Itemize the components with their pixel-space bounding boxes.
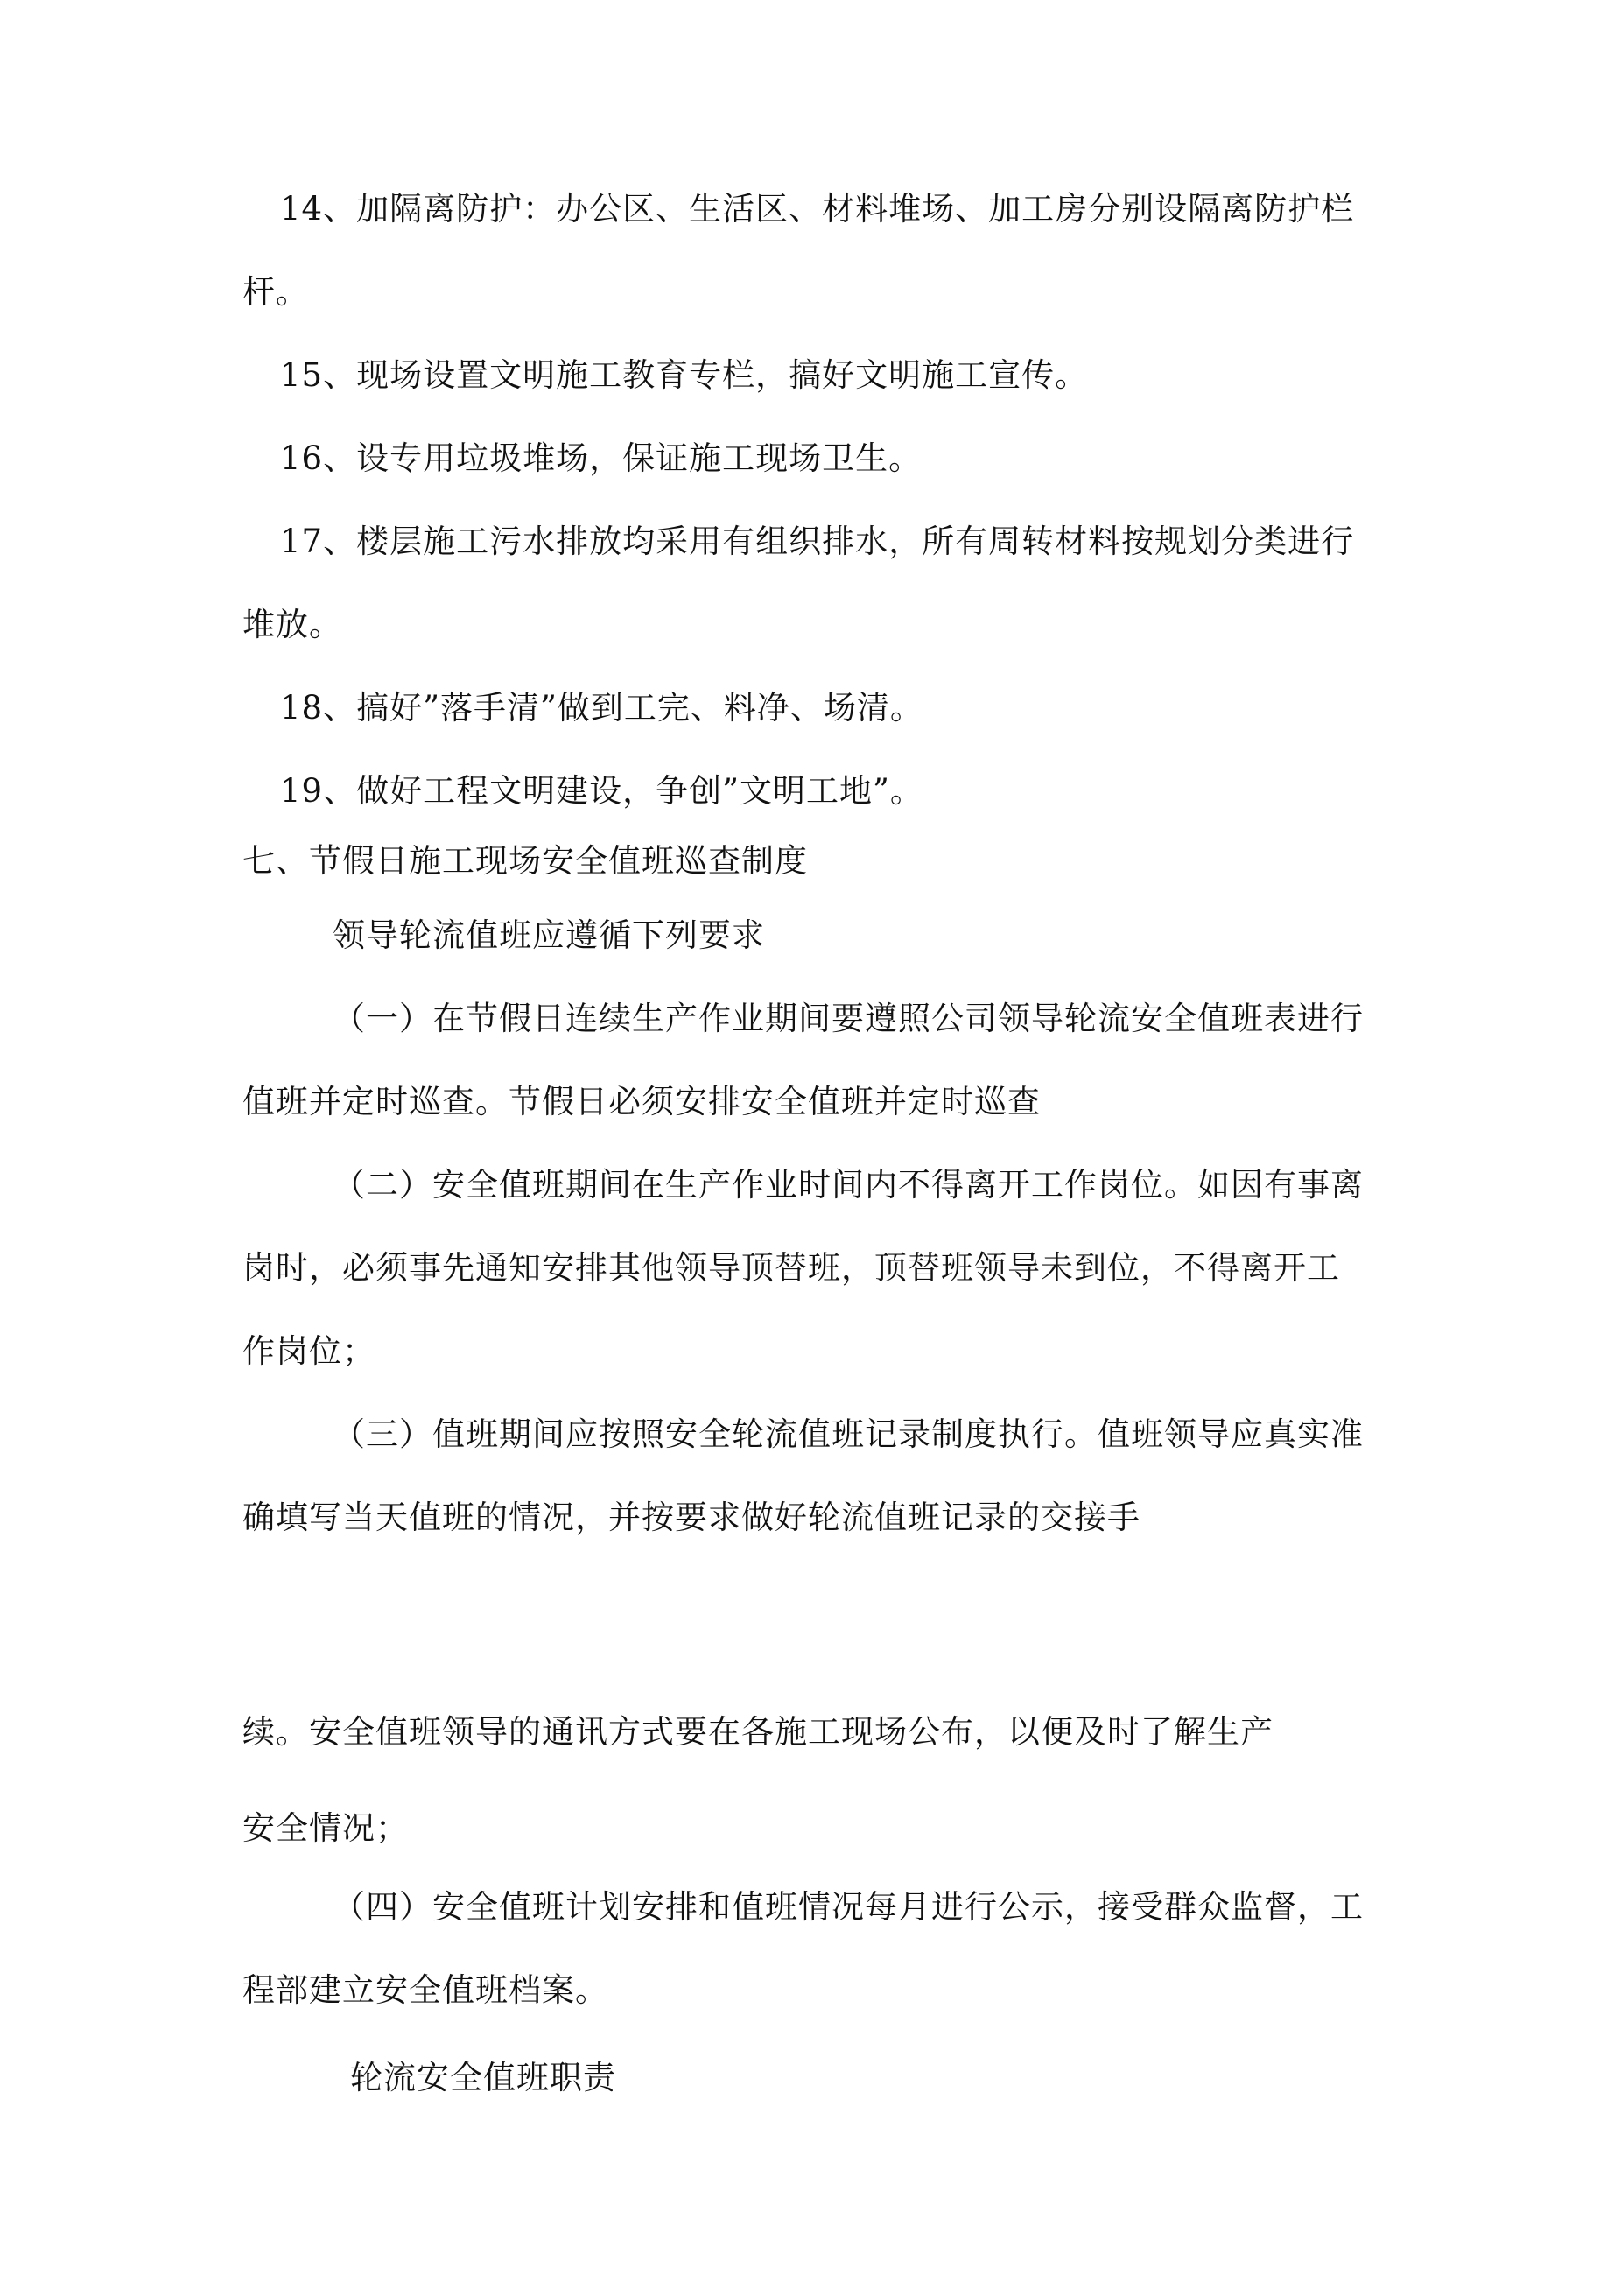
item-14-line-1: 14、加隔离防护：办公区、生活区、材料堆场、加工房分别设隔离防护栏 [280,190,1355,228]
requirement-4-line-1: （四）安全值班计划安排和值班情况每月进行公示，接受群众监督，工 [333,1888,1364,1926]
item-17-line-2: 堆放。 [242,606,342,643]
item-19: 19、做好工程文明建设，争创”文明工地”。 [280,772,923,810]
requirement-3-line-4: 安全情况； [242,1809,409,1847]
requirement-2-line-2: 岗时，必须事先通知安排其他领导顶替班，顶替班领导未到位，不得离开工 [242,1249,1340,1287]
item-14-line-2: 杆。 [242,273,309,311]
item-18: 18、搞好”落手清”做到工完、料净、场清。 [280,689,923,727]
requirement-3-line-2: 确填写当天值班的情况，并按要求做好轮流值班记录的交接手 [242,1499,1140,1536]
leader-duty-heading: 领导轮流值班应遵循下列要求 [333,916,765,954]
requirement-2-line-1: （二）安全值班期间在生产作业时间内不得离开工作岗位。如因有事离 [333,1166,1364,1204]
requirement-1-line-1: （一）在节假日连续生产作业期间要遵照公司领导轮流安全值班表进行 [333,1000,1364,1037]
rotation-duty-heading: 轮流安全值班职责 [350,2059,616,2096]
item-16: 16、设专用垃圾堆场，保证施工现场卫生。 [280,439,923,477]
requirement-3-line-3: 续。安全值班领导的通讯方式要在各施工现场公布，以便及时了解生产 [242,1713,1274,1751]
item-15: 15、现场设置文明施工教育专栏，搞好文明施工宣传。 [280,356,1089,394]
section-7-heading: 七、节假日施工现场安全值班巡查制度 [242,842,808,880]
item-17-line-1: 17、楼层施工污水排放均采用有组织排水，所有周转材料按规划分类进行 [280,523,1355,560]
requirement-4-line-2: 程部建立安全值班档案。 [242,1971,608,2009]
requirement-3-line-1: （三）值班期间应按照安全轮流值班记录制度执行。值班领导应真实准 [333,1415,1364,1453]
requirement-2-line-3: 作岗位； [242,1332,375,1370]
requirement-1-line-2: 值班并定时巡查。节假日必须安排安全值班并定时巡查 [242,1083,1041,1120]
